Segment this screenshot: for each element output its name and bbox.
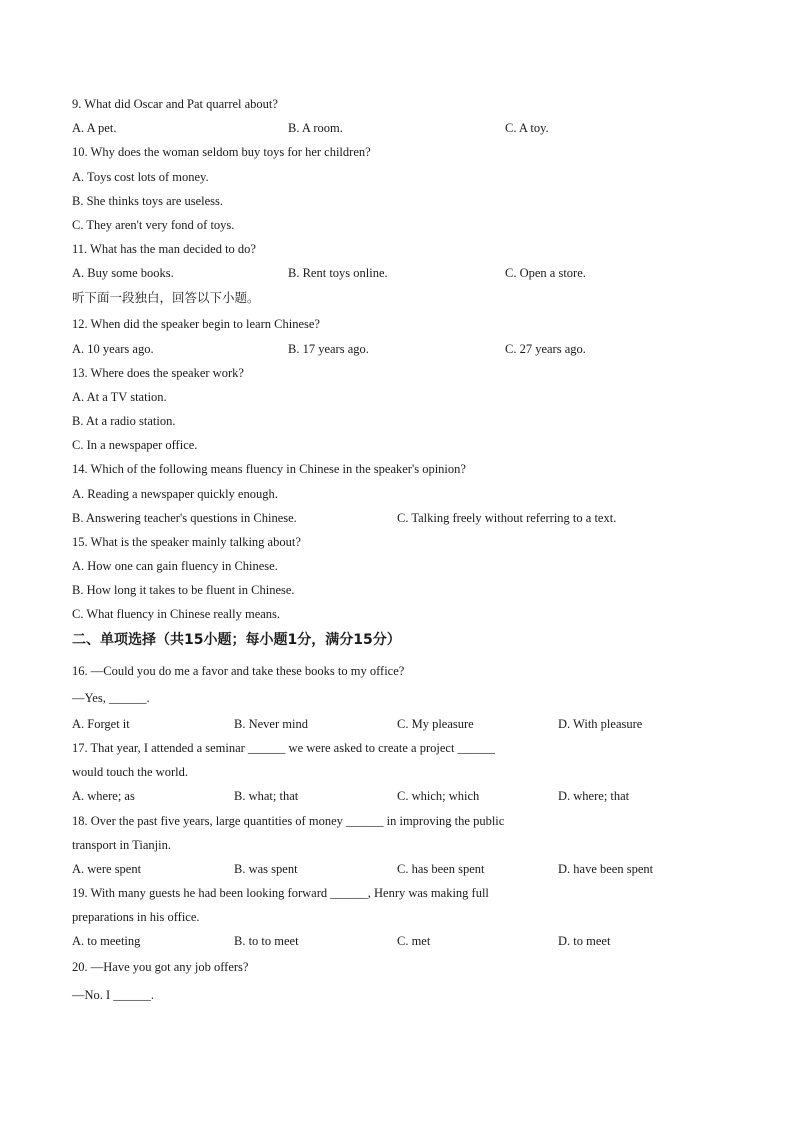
q15-option-c: C. What fluency in Chinese really means. xyxy=(72,607,281,621)
q12-option-b: B. 17 years ago. xyxy=(288,342,369,356)
q9-option-a: A. A pet. xyxy=(72,121,117,135)
q19-stem: 19. With many guests he had been looking forward ______, Henry was making full xyxy=(72,886,489,900)
q16-option-d: D. With pleasure xyxy=(558,717,643,731)
q17-option-c: C. which; which xyxy=(397,789,480,803)
q17-option-d: D. where; that xyxy=(558,789,630,803)
q18-stem: 18. Over the past five years, large quantities of money ______ in improving the public xyxy=(72,814,505,828)
q12-stem: 12. When did the speaker begin to learn Chinese? xyxy=(72,317,320,331)
q14-option-c: C. Talking freely without referring to a text. xyxy=(397,511,617,525)
q10-stem: 10. Why does the woman seldom buy toys for her children? xyxy=(72,145,371,159)
q16-stem-reply: —Yes, ______. xyxy=(72,691,150,705)
q20-stem-reply: —No. I ______. xyxy=(72,988,154,1002)
q15-option-b: B. How long it takes to be fluent in Chinese. xyxy=(72,583,295,597)
q15-stem: 15. What is the speaker mainly talking about? xyxy=(72,535,301,549)
q13-stem: 13. Where does the speaker work? xyxy=(72,366,244,380)
q15-option-a: A. How one can gain fluency in Chinese. xyxy=(72,559,278,573)
q18-stem-cont: transport in Tianjin. xyxy=(72,838,171,852)
q10-option-b: B. She thinks toys are useless. xyxy=(72,194,224,208)
q19-option-c: C. met xyxy=(397,934,431,948)
q18-option-c: C. has been spent xyxy=(397,862,485,876)
listening-instruction: 听下面一段独白，回答以下小题。 xyxy=(72,290,260,305)
q10-option-a: A. Toys cost lots of money. xyxy=(72,170,209,184)
q11-option-b: B. Rent toys online. xyxy=(288,266,388,280)
q13-option-a: A. At a TV station. xyxy=(72,390,167,404)
q11-option-c: C. Open a store. xyxy=(505,266,586,280)
q9-option-c: C. A toy. xyxy=(505,121,549,135)
q17-stem-cont: would touch the world. xyxy=(72,765,188,779)
q10-option-c: C. They aren't very fond of toys. xyxy=(72,218,235,232)
q9-stem: 9. What did Oscar and Pat quarrel about? xyxy=(72,97,278,111)
q19-option-d: D. to meet xyxy=(558,934,611,948)
q16-option-c: C. My pleasure xyxy=(397,717,474,731)
q20-stem: 20. —Have you got any job offers? xyxy=(72,960,249,974)
q14-option-a: A. Reading a newspaper quickly enough. xyxy=(72,487,278,501)
q19-stem-cont: preparations in his office. xyxy=(72,910,200,924)
q11-option-a: A. Buy some books. xyxy=(72,266,174,280)
q18-option-b: B. was spent xyxy=(234,862,298,876)
q17-option-a: A. where; as xyxy=(72,789,135,803)
q17-option-b: B. what; that xyxy=(234,789,299,803)
q9-option-b: B. A room. xyxy=(288,121,343,135)
section-heading: 二、单项选择（共15小题；每小题1分，满分15分） xyxy=(72,632,401,648)
q11-stem: 11. What has the man decided to do? xyxy=(72,242,256,256)
q16-option-b: B. Never mind xyxy=(234,717,308,731)
q18-option-a: A. were spent xyxy=(72,862,142,876)
q16-option-a: A. Forget it xyxy=(72,717,130,731)
q19-option-b: B. to to meet xyxy=(234,934,299,948)
q13-option-c: C. In a newspaper office. xyxy=(72,438,198,452)
q18-option-d: D. have been spent xyxy=(558,862,654,876)
q16-stem: 16. —Could you do me a favor and take these books to my office? xyxy=(72,664,405,678)
q12-option-c: C. 27 years ago. xyxy=(505,342,586,356)
q19-option-a: A. to meeting xyxy=(72,934,141,948)
q14-option-b: B. Answering teacher's questions in Chinese. xyxy=(72,511,297,525)
q17-stem: 17. That year, I attended a seminar ______ we were asked to create a project ______ xyxy=(72,741,496,755)
q14-stem: 14. Which of the following means fluency in Chinese in the speaker's opinion? xyxy=(72,462,466,476)
q12-option-a: A. 10 years ago. xyxy=(72,342,154,356)
q13-option-b: B. At a radio station. xyxy=(72,414,176,428)
